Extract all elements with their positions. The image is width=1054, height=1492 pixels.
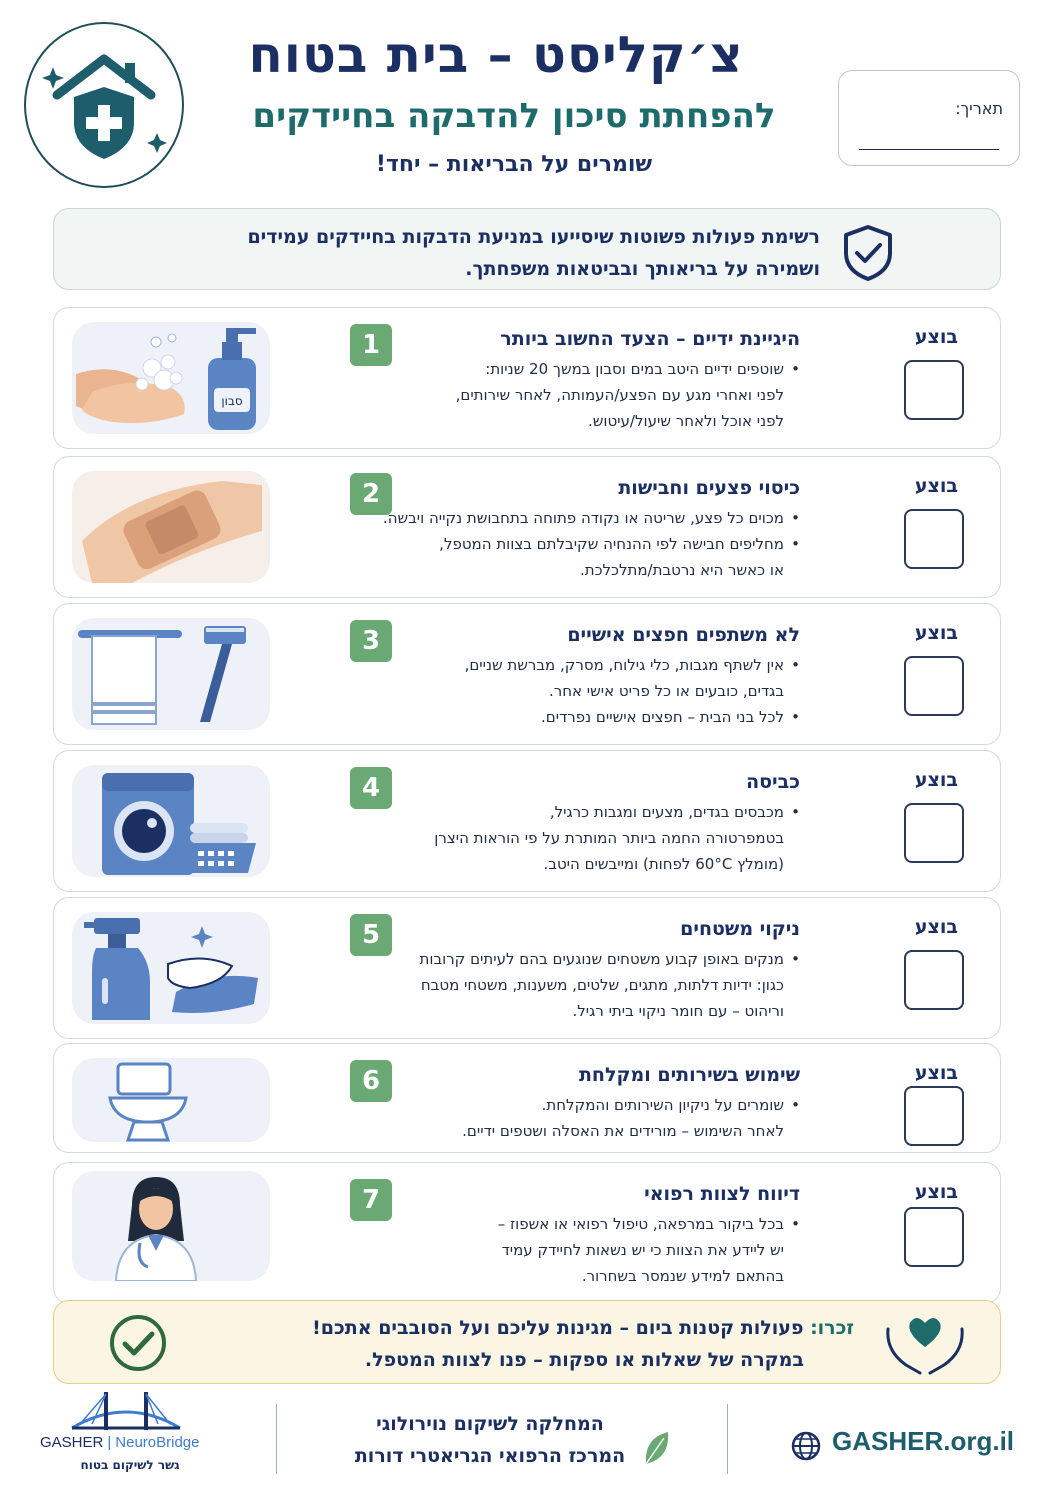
item-line: • בכל ביקור במרפאה, טיפול רפואי או אשפוז –	[340, 1211, 800, 1237]
item-number-badge: 2	[350, 473, 392, 515]
brand-name	[40, 1434, 199, 1451]
heart-hands-icon	[880, 1311, 970, 1375]
item-title: היגיינת ידיים – הצעד החשוב ביותר	[500, 328, 800, 350]
done-label: בוצע	[914, 1062, 958, 1084]
item-line: • מחליפים חבישה לפי ההנחיה שקיבלתם בצוות המטפל,	[340, 531, 800, 557]
done-label: בוצע	[914, 1181, 958, 1203]
checklist-item-3	[53, 603, 1001, 745]
intro-line-1: רשימת פעולות פשוטות שיסייעו במניעת הדבקות בחיידקים עמידים	[247, 226, 820, 248]
checklist-item-4	[53, 750, 1001, 892]
intro-banner	[53, 208, 1001, 290]
done-label: בוצע	[914, 326, 958, 348]
towel-razor-illustration	[72, 618, 270, 730]
cleaning-illustration	[72, 912, 270, 1024]
item-line: וריהוט – עם חומר ניקוי ביתי רגיל.	[572, 1002, 784, 1020]
bandage-illustration	[72, 471, 270, 583]
checklist-item-1	[53, 307, 1001, 449]
item-body	[340, 1211, 800, 1289]
towel-razor-icon	[72, 618, 270, 730]
washing-machine-icon	[72, 765, 270, 877]
done-label: בוצע	[914, 916, 958, 938]
item-line: לפני ואחרי מגע עם הפצע/העמותה, לאחר שירותים,	[455, 386, 784, 404]
bandage-icon	[72, 471, 270, 583]
done-checkbox-5[interactable]	[904, 950, 964, 1010]
website-link[interactable]: GASHER.org.il	[832, 1426, 1015, 1456]
date-line	[859, 149, 999, 150]
date-label: תאריך:	[955, 99, 1003, 118]
date-field[interactable]	[838, 70, 1020, 166]
brand-gasher: GASHER	[40, 1434, 104, 1451]
brand-tagline: גשר לשיקום בטוח	[80, 1458, 180, 1472]
reminder-line-2: במקרה של שאלות או ספקות – פנו לצוות המטפל.	[364, 1349, 804, 1371]
item-title: כיסוי פצעים וחבישות	[618, 477, 800, 499]
item-number-badge: 3	[350, 620, 392, 662]
item-number-badge: 7	[350, 1179, 392, 1221]
doctor-icon	[72, 1171, 270, 1281]
item-title: לא משתפים חפצים אישיים	[567, 624, 800, 646]
item-line: יש ליידע את הצוות כי יש נשאות לחיידק עמיד	[501, 1241, 784, 1259]
checklist-item-6	[53, 1043, 1001, 1153]
done-label: בוצע	[914, 769, 958, 791]
item-number-badge: 5	[350, 914, 392, 956]
item-line: או כאשר היא נרטבת/מתלכלכת.	[579, 561, 784, 579]
done-label: בוצע	[914, 622, 958, 644]
done-checkbox-3[interactable]	[904, 656, 964, 716]
checklist-item-2	[53, 456, 1001, 598]
item-title: ניקוי משטחים	[680, 918, 800, 940]
reminder-text-1: פעולות קטנות ביום – מגינות עליכם ועל הסובבים אתכם!	[312, 1317, 804, 1339]
laundry-illustration	[72, 765, 270, 877]
reminder-lead: זכרו:	[810, 1317, 854, 1339]
item-line: • מכוים כל פצע, שריטה או נקודה פתוחה בתחבושת נקייה ויבשה.	[340, 505, 800, 531]
leaf-icon	[642, 1428, 672, 1468]
item-body	[340, 1092, 800, 1144]
item-line: בהתאם למידע שנמסר בשחרור.	[581, 1267, 784, 1285]
item-body	[340, 505, 800, 583]
item-line: בגדים, כובעים או כל פריט אישי אחר.	[548, 682, 784, 700]
item-line: (מומלץ 60°C לפחות) ומייבשים היטב.	[543, 855, 784, 873]
footer-divider	[727, 1404, 728, 1474]
soap-label: סבון	[221, 394, 243, 408]
item-line: כגון: ידיות דלתות, מתגים, שלטים, משענות, משטחי מטבח	[420, 976, 784, 994]
reminder-banner	[53, 1300, 1001, 1384]
done-checkbox-6[interactable]	[904, 1086, 964, 1146]
brand-neurobridge: NeuroBridge	[115, 1434, 200, 1451]
item-title: דיווח לצוות רפואי	[644, 1183, 800, 1205]
checklist-item-7	[53, 1162, 1001, 1304]
item-line: • מנקים באופן קבוע משטחים שנוגעים בהם לעיתים קרובות	[340, 946, 800, 972]
medical-center-name: המרכז הרפואי הגריאטרי דורות	[354, 1445, 626, 1467]
item-body	[340, 946, 800, 1024]
item-line: • אין לשתף מגבות, כלי גילוח, מסרק, מברשת שניים,	[340, 652, 800, 678]
item-body	[340, 356, 800, 434]
done-checkbox-7[interactable]	[904, 1207, 964, 1267]
spray-cleaning-icon	[72, 912, 270, 1024]
item-line: • מכבסים בגדים, מצעים ומגבות כרגיל,	[340, 799, 800, 825]
globe-icon	[790, 1430, 822, 1462]
item-line: • לכל בני הבית – חפצים אישיים נפרדים.	[340, 704, 800, 730]
item-title: שימוש בשירותים ומקלחת	[578, 1064, 800, 1086]
item-line: לפני אוכל ולאחר שיעול/עיטוש.	[587, 412, 784, 430]
page-tagline: שומרים על הבריאות – יחד!	[375, 152, 653, 177]
checklist-item-5	[53, 897, 1001, 1039]
item-number-badge: 6	[350, 1060, 392, 1102]
bridge-logo-icon	[70, 1388, 182, 1432]
footer-divider	[276, 1404, 277, 1474]
item-number-badge: 1	[350, 324, 392, 366]
item-line: בטמפרטורה החמה ביותר המותרת על פי הוראות היצרן	[434, 829, 784, 847]
department-name: המחלקה לשיקום נוירולוגי	[376, 1413, 604, 1435]
item-line: • שוטפים ידיים היטב במים וסבון במשך 20 שניות:	[340, 356, 800, 382]
item-body	[340, 799, 800, 877]
check-circle-icon	[108, 1313, 168, 1373]
done-checkbox-4[interactable]	[904, 803, 964, 863]
page-title: צ׳קליסט – בית בטוח	[248, 26, 744, 84]
department-block	[300, 1408, 680, 1472]
toilet-illustration	[72, 1058, 270, 1142]
intro-text	[140, 221, 820, 285]
shield-check-icon	[840, 223, 896, 283]
house-shield-icon	[39, 45, 169, 165]
done-checkbox-2[interactable]	[904, 509, 964, 569]
brand-separator: |	[107, 1434, 112, 1451]
done-label: בוצע	[914, 475, 958, 497]
handwashing-illustration	[72, 322, 270, 434]
soap-icon	[72, 322, 270, 434]
item-title: כביסה	[746, 771, 800, 793]
toilet-icon	[72, 1058, 270, 1142]
page-subtitle: להפחתת סיכון להדבקה בחיידקים	[252, 96, 776, 136]
item-line: • שומרים על ניקיון השירותים והמקלחת.	[340, 1092, 800, 1118]
reminder-line-1	[214, 1317, 854, 1339]
item-line: לאחר השימוש – מורידים את האסלה ושטפים ידיים.	[462, 1122, 784, 1140]
doctor-illustration	[72, 1171, 270, 1281]
item-number-badge: 4	[350, 767, 392, 809]
item-body	[340, 652, 800, 730]
house-shield-logo	[24, 22, 184, 188]
intro-line-2: ושמירה על בריאותך ובביטאות משפחתך.	[465, 258, 820, 280]
done-checkbox-1[interactable]	[904, 360, 964, 420]
